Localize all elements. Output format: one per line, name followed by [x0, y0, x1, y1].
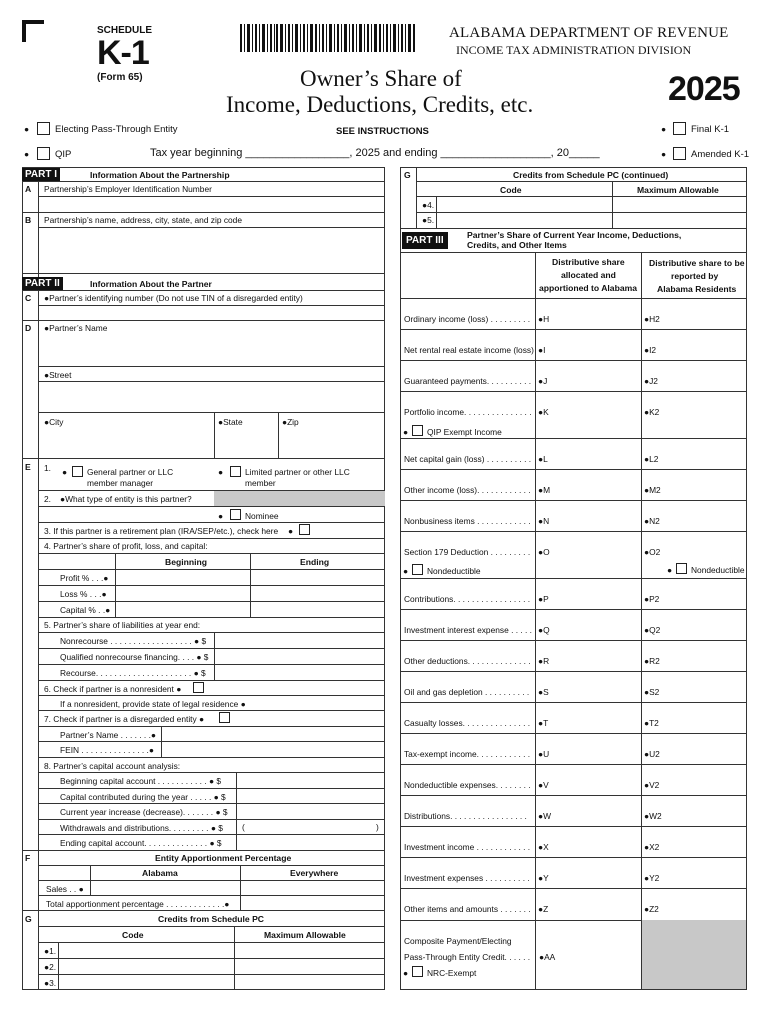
- bullet: ●: [403, 968, 409, 978]
- part3-tag: PART III: [402, 232, 448, 249]
- part3-row-divider: [400, 469, 747, 470]
- department-name: ALABAMA DEPARTMENT OF REVENUE: [449, 25, 729, 41]
- part3-alabama-amount-field[interactable]: [560, 650, 638, 668]
- part3-row-label: Guaranteed payments. . . . . . . . . .: [404, 376, 532, 386]
- partner-name-label: ●Partner’s Name: [44, 323, 108, 333]
- part3-row-code-resident: ●K2: [644, 407, 660, 417]
- part3-row-code-alabama: ●J: [538, 376, 548, 386]
- cap-increase-label: Current year increase (decrease). . . . . . . ● $: [60, 807, 228, 817]
- part3-row-divider: [400, 795, 747, 796]
- nominee-checkbox[interactable]: [230, 509, 241, 520]
- amended-k1-checkbox[interactable]: [673, 147, 686, 160]
- ending-header: Ending: [300, 557, 330, 567]
- disregarded-name-label: Partner’s Name . . . . . . .●: [60, 730, 156, 740]
- aa-code: ●AA: [539, 952, 556, 962]
- bullet: ●: [218, 511, 224, 521]
- part3-row-code-alabama: ●P: [538, 594, 549, 604]
- part3-row-code-resident: ●H2: [644, 314, 660, 324]
- part3-row-code-resident: ●Q2: [644, 625, 661, 635]
- aa-shaded-cell: [642, 920, 746, 989]
- part3-row-code-alabama: ●S: [538, 687, 549, 697]
- part3-row-divider: [400, 640, 747, 641]
- part3-row-label: Investment interest expense . . . . .: [404, 625, 533, 635]
- e1-num: 1.: [44, 463, 51, 473]
- paren-open: (: [242, 822, 245, 832]
- part1-tag: PART I: [22, 168, 60, 181]
- legal-residence-label: If a nonresident, provide state of legal residence ●: [60, 699, 246, 709]
- part3-row-code-resident: ●Z2: [644, 904, 659, 914]
- retirement-plan-label: 3. If this partner is a retirement plan (IRA/SEP/etc.), check here: [44, 526, 279, 536]
- entity-type-label: ●What type of entity is this partner?: [60, 494, 192, 504]
- part3-row-code-resident: ●X2: [644, 842, 660, 852]
- bullet: ●: [661, 124, 667, 134]
- part3-alabama-amount-field[interactable]: [560, 401, 638, 419]
- part3-row-code-alabama: ●N: [538, 516, 550, 526]
- part3-row-label: Investment income . . . . . . . . . . . .: [404, 842, 531, 852]
- max-allowable-header: Maximum Allowable: [264, 930, 346, 940]
- apportionment-title: Entity Apportionment Percentage: [155, 853, 292, 863]
- nonresident-checkbox[interactable]: [193, 682, 204, 693]
- part3-row-divider: [400, 609, 747, 610]
- part3-alabama-amount-field[interactable]: [560, 712, 638, 730]
- col2-header-c: Alabama Residents: [657, 284, 737, 294]
- part3-row-divider: [400, 857, 747, 858]
- part3-resident-amount-field[interactable]: [668, 836, 744, 854]
- part3-row-code-alabama: ●W: [538, 811, 551, 821]
- general-partner-checkbox[interactable]: [72, 466, 83, 477]
- bullet: ●: [218, 467, 224, 477]
- part3-row-code-alabama: ●I: [538, 345, 546, 355]
- part3-resident-amount-field[interactable]: [668, 681, 744, 699]
- part3-alabama-amount-field[interactable]: [560, 805, 638, 823]
- part3-row-label: Section 179 Deduction . . . . . . . . .: [404, 547, 531, 557]
- beginning-header: Beginning: [165, 557, 208, 567]
- entity-type-shade: [214, 491, 385, 506]
- general-partner-label: General partner or LLC: [87, 467, 174, 477]
- part3-alabama-amount-field[interactable]: [560, 619, 638, 637]
- part3-row-label: Other income (loss). . . . . . . . . . . .: [404, 485, 531, 495]
- part3-row-code-resident: ●S2: [644, 687, 660, 697]
- part3-row-code-alabama: ●M: [538, 485, 551, 495]
- form-title-line1: Owner’s Share of: [300, 66, 462, 91]
- part3-alabama-amount-field[interactable]: [560, 479, 638, 497]
- part2-title: Information About the Partner: [90, 279, 212, 289]
- part3-alabama-amount-field[interactable]: [560, 541, 638, 559]
- part3-resident-amount-field[interactable]: [668, 650, 744, 668]
- row-letter: G: [25, 914, 32, 924]
- profit-label: Profit % . . .●: [60, 573, 109, 583]
- part3-row-code-resident: ●U2: [644, 749, 660, 759]
- part3-row-label: Portfolio income. . . . . . . . . . . . . . .: [404, 407, 532, 417]
- bullet: ●: [403, 566, 409, 576]
- col1-header-c: apportioned to Alabama: [539, 283, 638, 293]
- part3-resident-amount-field[interactable]: [668, 541, 744, 559]
- part3-row-label: Net capital gain (loss) . . . . . . . . . .: [404, 454, 532, 464]
- part3-alabama-amount-field[interactable]: [560, 510, 638, 528]
- cap-withdrawals-label: Withdrawals and distributions. . . . . . . . . ● $: [60, 823, 223, 833]
- barcode: [240, 24, 416, 52]
- partnership-name-label: Partnership’s name, address, city, state, and zip code: [44, 215, 243, 225]
- part3-resident-amount-field[interactable]: [668, 898, 744, 916]
- part3-row-code-resident: ●P2: [644, 594, 660, 604]
- part3-row-divider: [400, 360, 747, 361]
- credits-cont-title: Credits from Schedule PC (continued): [513, 170, 669, 180]
- part3-row-code-alabama: ●K: [538, 407, 549, 417]
- tax-year-badge: 2025: [668, 70, 740, 108]
- part3-row-divider: [400, 329, 747, 330]
- part3-row-divider: [400, 826, 747, 827]
- row-letter: G: [404, 170, 411, 180]
- part3-row-code-resident: ●R2: [644, 656, 660, 666]
- bullet: ●: [667, 565, 673, 575]
- credit-3-label: ●3.: [44, 978, 57, 988]
- part3-row-code-resident: ●N2: [644, 516, 660, 526]
- max-allowable-right: Maximum Allowable: [637, 185, 719, 195]
- qip-exempt-label: QIP Exempt Income: [427, 427, 502, 437]
- part3-row-code-alabama: ●Q: [538, 625, 550, 635]
- part3-row-divider: [400, 391, 747, 392]
- part3-row-label: Investment expenses . . . . . . . . . .: [404, 873, 530, 883]
- row-letter: A: [25, 184, 32, 194]
- nonresident-label: 6. Check if partner is a nonresident ●: [44, 684, 182, 694]
- cap-begin-label: Beginning capital account . . . . . . . . . . . ● $: [60, 776, 222, 786]
- cap-ending-label: Ending capital account. . . . . . . . . . . . . . ● $: [60, 838, 222, 848]
- street-label: ●Street: [44, 370, 72, 380]
- qip-exempt-checkbox[interactable]: [412, 425, 423, 436]
- form-title-line2: Income, Deductions, Credits, etc.: [226, 92, 534, 117]
- part3-alabama-amount-field[interactable]: [560, 339, 638, 357]
- part3-row-label: Other items and amounts . . . . . . .: [404, 904, 531, 914]
- credits-title: Credits from Schedule PC: [158, 914, 265, 924]
- total-apportionment-label: Total apportionment percentage . . . . . . . . . . . . .●: [46, 899, 230, 909]
- part3-row-label: Contributions. . . . . . . . . . . . . . . . .: [404, 594, 531, 604]
- nominee-label: Nominee: [245, 511, 279, 521]
- electing-label: Electing Pass-Through Entity: [55, 124, 178, 135]
- see-instructions: SEE INSTRUCTIONS: [336, 126, 429, 137]
- bullet: ●: [661, 149, 667, 159]
- bullet: ●: [24, 124, 30, 134]
- part3-alabama-amount-field[interactable]: [560, 867, 638, 885]
- qualified-nonrecourse-label: Qualified nonrecourse financing. . . . ● $: [60, 652, 209, 662]
- qip-checkbox[interactable]: [37, 147, 50, 160]
- part3-row-code-alabama: ●Y: [538, 873, 549, 883]
- bullet: ●: [62, 467, 68, 477]
- part3-row-code-alabama: ●Z: [538, 904, 549, 914]
- part3-resident-amount-field[interactable]: [668, 774, 744, 792]
- row-letter: C: [25, 293, 32, 303]
- general-partner-label-2: member manager: [87, 478, 154, 488]
- part3-row-divider: [400, 888, 747, 889]
- row-letter: F: [25, 853, 31, 863]
- part3-alabama-amount-field[interactable]: [560, 898, 638, 916]
- everywhere-header: Everywhere: [290, 868, 339, 878]
- city-label: ●City: [44, 417, 64, 427]
- final-k1-checkbox[interactable]: [673, 122, 686, 135]
- amended-k1-label: Amended K-1: [691, 149, 750, 160]
- part3-resident-amount-field[interactable]: [668, 370, 744, 388]
- part3-resident-amount-field[interactable]: [668, 805, 744, 823]
- col2-header-b: reported by: [671, 271, 719, 281]
- nrc-exempt-label: NRC-Exempt: [427, 968, 477, 978]
- part3-row-code-alabama: ●T: [538, 718, 549, 728]
- disregarded-checkbox[interactable]: [219, 712, 230, 723]
- part3-row-divider: [400, 702, 747, 703]
- partner-id-label: ●Partner’s identifying number (Do not use TIN of a disregarded entity): [44, 293, 303, 303]
- cap-contributed-label: Capital contributed during the year . . . . . ● $: [60, 792, 226, 802]
- part3-row-divider: [400, 578, 747, 579]
- limited-partner-label-2: member: [245, 478, 276, 488]
- part3-row-code-alabama: ●O: [538, 547, 550, 557]
- limited-partner-checkbox[interactable]: [230, 466, 241, 477]
- part3-row-label: Nonbusiness items . . . . . . . . . . . .: [404, 516, 531, 526]
- part3-resident-amount-field[interactable]: [668, 448, 744, 466]
- part3-row-code-alabama: ●X: [538, 842, 549, 852]
- part3-resident-amount-field[interactable]: [668, 619, 744, 637]
- nrc-exempt-checkbox[interactable]: [412, 966, 423, 977]
- part3-row-divider: [400, 438, 747, 439]
- alabama-header: Alabama: [142, 868, 178, 878]
- part3-row-label: Net rental real estate income (loss): [404, 345, 534, 355]
- part3-row-code-resident: ●I2: [644, 345, 657, 355]
- division-name: INCOME TAX ADMINISTRATION DIVISION: [456, 43, 692, 57]
- composite-label-1: Composite Payment/Electing: [404, 936, 512, 946]
- part3-title-1: Partner’s Share of Current Year Income, Deductions,: [467, 230, 682, 240]
- part3-row-code-alabama: ●R: [538, 656, 550, 666]
- code-header-right: Code: [500, 185, 522, 195]
- capital-analysis-label: 8. Partner’s capital account analysis:: [44, 761, 181, 771]
- part3-row-label: Other deductions. . . . . . . . . . . . . .: [404, 656, 531, 666]
- retirement-plan-checkbox[interactable]: [299, 524, 310, 535]
- bullet: ●: [403, 427, 409, 437]
- part3-resident-amount-field[interactable]: [668, 712, 744, 730]
- bullet: ●: [24, 149, 30, 159]
- credit-4-label: ●4.: [422, 200, 435, 210]
- part3-alabama-amount-field[interactable]: [560, 743, 638, 761]
- credit-5-label: ●5.: [422, 215, 435, 225]
- form-id: K-1: [97, 34, 149, 72]
- part2-tag: PART II: [22, 277, 63, 290]
- part3-row-divider: [400, 671, 747, 672]
- part3-alabama-amount-field[interactable]: [560, 448, 638, 466]
- col1-header-a: Distributive share: [552, 257, 625, 267]
- part3-alabama-amount-field[interactable]: [560, 308, 638, 326]
- final-k1-label: Final K-1: [691, 124, 730, 135]
- loss-label: Loss % . . .●: [60, 589, 107, 599]
- part3-row-divider: [400, 733, 747, 734]
- sales-label: Sales . . ●: [46, 884, 84, 894]
- part3-row-label: Casualty losses. . . . . . . . . . . . . . .: [404, 718, 531, 728]
- recourse-label: Recourse. . . . . . . . . . . . . . . . . . . . . ● $: [60, 668, 206, 678]
- part3-resident-amount-field[interactable]: [668, 479, 744, 497]
- liabilities-label: 5. Partner’s share of liabilities at year end:: [44, 620, 201, 630]
- row-letter: E: [25, 462, 31, 472]
- part3-row-code-resident: ●J2: [644, 376, 658, 386]
- part3-alabama-amount-field[interactable]: [560, 774, 638, 792]
- composite-label-2: Pass-Through Entity Credit. . . . . .: [404, 952, 531, 962]
- credit-1-label: ●1.: [44, 946, 57, 956]
- bullet: ●: [288, 526, 294, 536]
- part3-row-code-resident: ●T2: [644, 718, 659, 728]
- part3-row-label: Ordinary income (loss) . . . . . . . . .: [404, 314, 531, 324]
- electing-checkbox[interactable]: [37, 122, 50, 135]
- part3-title-2: Credits, and Other Items: [467, 240, 567, 250]
- part3-resident-amount-field[interactable]: [668, 510, 744, 528]
- part3-row-divider: [400, 764, 747, 765]
- part3-row-label: Oil and gas depletion . . . . . . . . . .: [404, 687, 530, 697]
- e2-num: 2.: [44, 494, 51, 504]
- part1-title: Information About the Partnership: [90, 170, 230, 180]
- nondeductible-2-checkbox[interactable]: [676, 563, 687, 574]
- part3-row-code-alabama: ●H: [538, 314, 550, 324]
- part3-row-divider: [400, 500, 747, 501]
- disregarded-label: 7. Check if partner is a disregarded entity ●: [44, 714, 205, 724]
- part3-row-label: Nondeductible expenses. . . . . . . .: [404, 780, 531, 790]
- row-letter: D: [25, 323, 32, 333]
- paren-close: ): [376, 822, 379, 832]
- part3-row-code-alabama: ●L: [538, 454, 548, 464]
- nondeductible-label: Nondeductible: [427, 566, 481, 576]
- corner-mark: [22, 20, 44, 42]
- part3-resident-amount-field[interactable]: [668, 339, 744, 357]
- fein-label: FEIN . . . . . . . . . . . . . . .●: [60, 745, 154, 755]
- part3-row-label: Tax-exempt income. . . . . . . . . . . .: [404, 749, 531, 759]
- qip-label: QIP: [55, 149, 72, 160]
- part3-row-code-alabama: ●U: [538, 749, 550, 759]
- form-number: (Form 65): [97, 72, 143, 83]
- row-letter: B: [25, 215, 32, 225]
- part3-row-code-alabama: ●V: [538, 780, 549, 790]
- tax-year-line: Tax year beginning _________________, 2025 and ending __________________, 20_____: [150, 147, 600, 159]
- part3-row-code-resident: ●O2: [644, 547, 661, 557]
- part3-resident-amount-field[interactable]: [668, 401, 744, 419]
- part3-alabama-amount-field[interactable]: [560, 370, 638, 388]
- zip-label: ●Zip: [282, 417, 299, 427]
- part3-row-divider: [400, 531, 747, 532]
- credit-2-label: ●2.: [44, 962, 57, 972]
- schedule-label: SCHEDULE: [97, 25, 153, 36]
- nondeductible-2-label: Nondeductible: [691, 565, 745, 575]
- part3-row-code-resident: ●L2: [644, 454, 659, 464]
- ein-label: Partnership’s Employer Identification Number: [44, 184, 212, 194]
- part3-resident-amount-field[interactable]: [668, 588, 744, 606]
- capital-label: Capital % . .●: [60, 605, 111, 615]
- part3-row-code-resident: ●W2: [644, 811, 662, 821]
- part3-resident-amount-field[interactable]: [668, 867, 744, 885]
- col1-header-b: allocated and: [561, 270, 616, 280]
- nondeductible-checkbox[interactable]: [412, 564, 423, 575]
- part3-resident-amount-field[interactable]: [668, 743, 744, 761]
- part3-resident-amount-field[interactable]: [668, 308, 744, 326]
- code-header: Code: [122, 930, 144, 940]
- part3-row-code-resident: ●Y2: [644, 873, 660, 883]
- limited-partner-label: Limited partner or other LLC: [245, 467, 350, 477]
- share-profit-label: 4. Partner’s share of profit, loss, and capital:: [44, 541, 208, 551]
- part3-row-label: Distributions. . . . . . . . . . . . . . . . .: [404, 811, 527, 821]
- part3-row-code-resident: ●V2: [644, 780, 660, 790]
- part3-alabama-amount-field[interactable]: [560, 588, 638, 606]
- state-label: ●State: [218, 417, 243, 427]
- nonrecourse-label: Nonrecourse . . . . . . . . . . . . . . . . . . ● $: [60, 636, 207, 646]
- part3-alabama-amount-field[interactable]: [560, 681, 638, 699]
- part3-alabama-amount-field[interactable]: [560, 836, 638, 854]
- part3-row-code-resident: ●M2: [644, 485, 661, 495]
- col2-header-a: Distributive share to be: [649, 258, 745, 268]
